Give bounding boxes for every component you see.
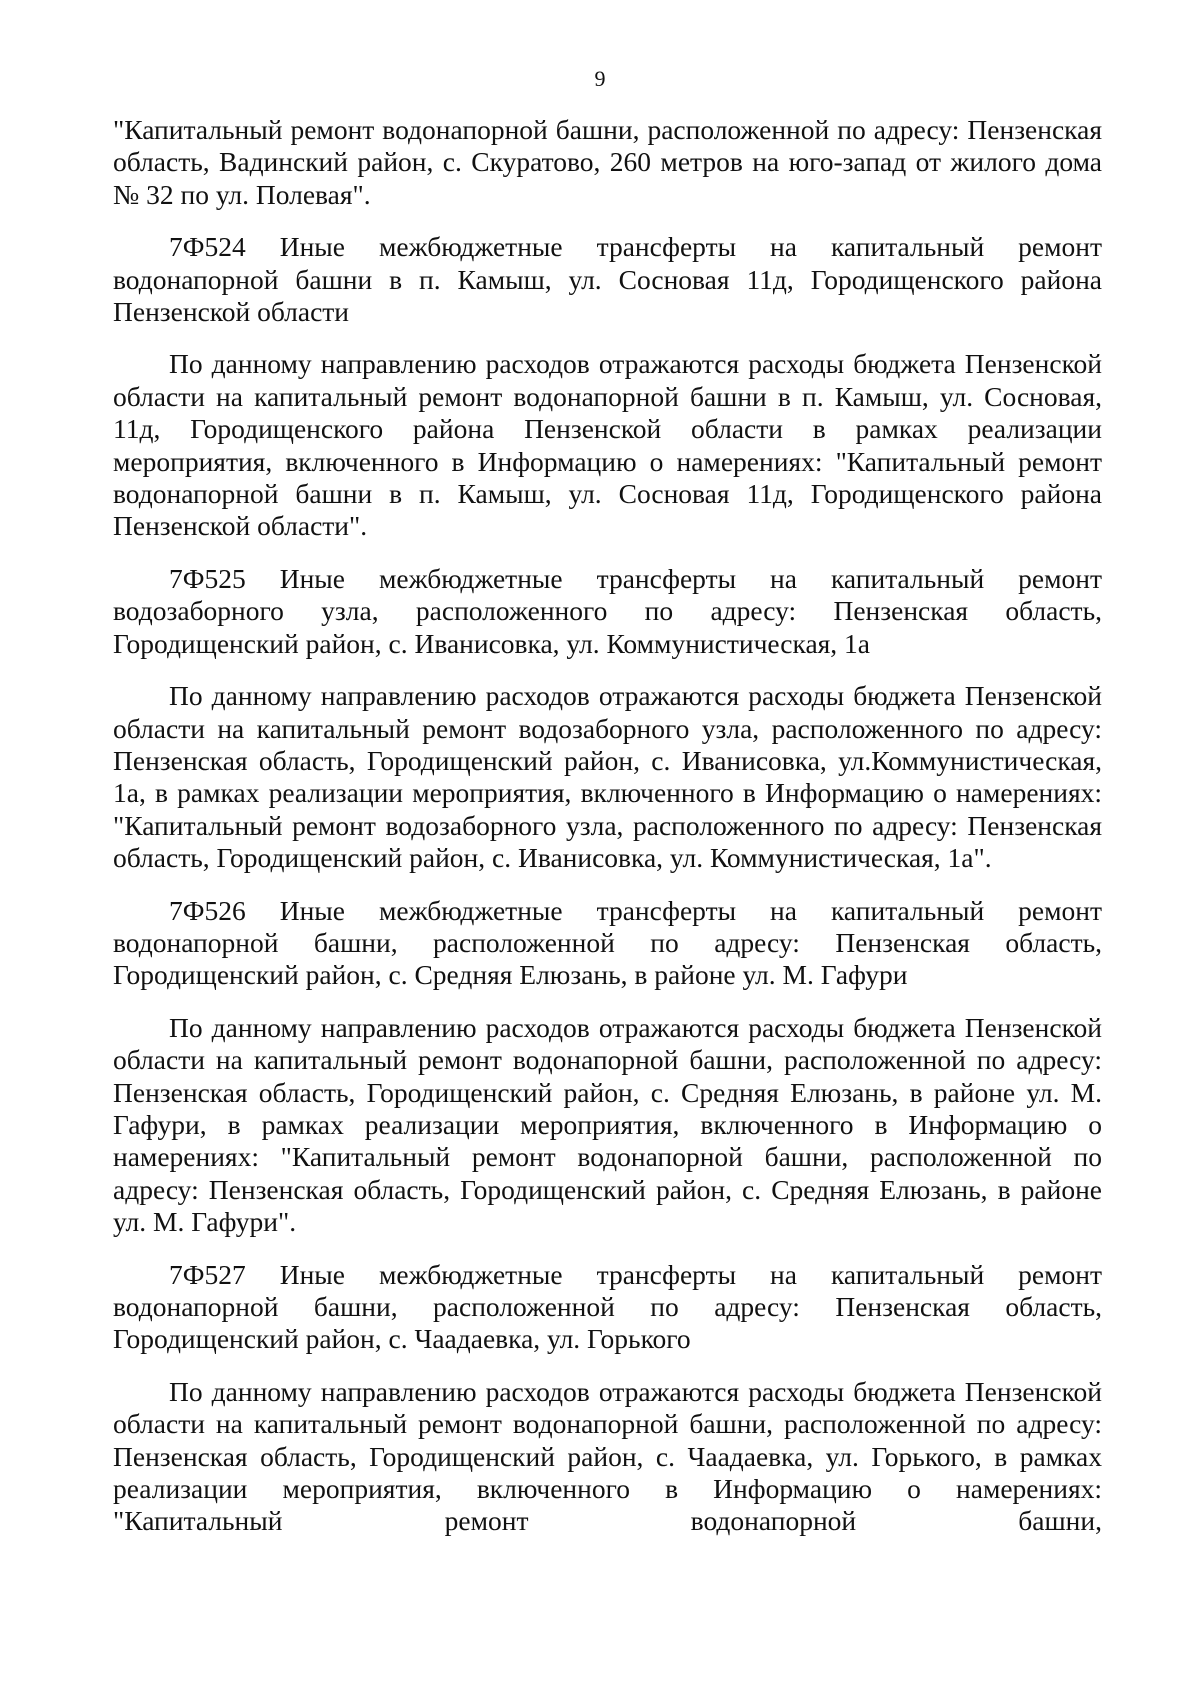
paragraph-continuation: "Капитальный ремонт водонапорной башни, расположенной по адресу: Пензенская область, Вадинский район, с. Скуратово, 260 метров на юго-запад от жилого дома № 32 по ул. Полевая". xyxy=(113,114,1102,210)
paragraph-7f527-description: По данному направлению расходов отражаются расходы бюджета Пензенской области на капитальный ремонт водонапорной башни, расположенной по адресу: Пензенская область, Городищенский район, с. Чаадаевка, ул. Горького, в рамках реализации мероприятия, включенного в Информацию о намерениях: "Капитальный ремонт водонапорной башни, xyxy=(113,1375,1102,1537)
paragraph-7f525-description: По данному направлению расходов отражаются расходы бюджета Пензенской области на капитальный ремонт водозаборного узла, расположенного по адресу: Пензенская область, Городищенский район, с. Иванисовка, ул.Коммунистическая, 1а, в рамках реализации мероприятия, включенного в Информацию о намерениях: "Капитальный ремонт водозаборного узла, расположенного по адресу: Пензенская область, Городищенский район, с. Иванисовка, ул. Коммунистическая, 1а". xyxy=(113,680,1102,874)
paragraph-7f527-heading: 7Ф527 Иные межбюджетные трансферты на капитальный ремонт водонапорной башни, расположенной по адресу: Пензенская область, Городищенский район, с. Чаадаевка, ул. Горького xyxy=(113,1258,1102,1355)
document-body xyxy=(113,114,1102,1538)
paragraph-7f524-description: По данному направлению расходов отражаются расходы бюджета Пензенской области на капитальный ремонт водонапорной башни в п. Камыш, ул. Сосновая, 11д, Городищенского района Пензенской области в рамках реализации мероприятия, включенного в Информацию о намерениях: "Капитальный ремонт водонапорной башни в п. Камыш, ул. Сосновая 11д, Городищенского района Пензенской области". xyxy=(113,348,1102,542)
paragraph-7f525-heading: 7Ф525 Иные межбюджетные трансферты на капитальный ремонт водозаборного узла, расположенного по адресу: Пензенская область, Городищенский район, с. Иванисовка, ул. Коммунистическая, 1а xyxy=(113,562,1102,659)
paragraph-7f526-heading: 7Ф526 Иные межбюджетные трансферты на капитальный ремонт водонапорной башни, расположенной по адресу: Пензенская область, Городищенский район, с. Средняя Елюзань, в районе ул. М. Гафури xyxy=(113,894,1102,991)
paragraph-7f526-description: По данному направлению расходов отражаются расходы бюджета Пензенской области на капитальный ремонт водонапорной башни, расположенной по адресу: Пензенская область, Городищенский район, с. Средняя Елюзань, в районе ул. М. Гафури, в рамках реализации мероприятия, включенного в Информацию о намерениях: "Капитальный ремонт водонапорной башни, расположенной по адресу: Пензенская область, Городищенский район, с. Средняя Елюзань, в районе ул. М. Гафури". xyxy=(113,1011,1102,1238)
paragraph-7f524-heading: 7Ф524 Иные межбюджетные трансферты на капитальный ремонт водонапорной башни в п. Камыш, ул. Сосновая 11д, Городищенского района Пензенской области xyxy=(113,231,1102,328)
page-number: 9 xyxy=(594,66,606,91)
